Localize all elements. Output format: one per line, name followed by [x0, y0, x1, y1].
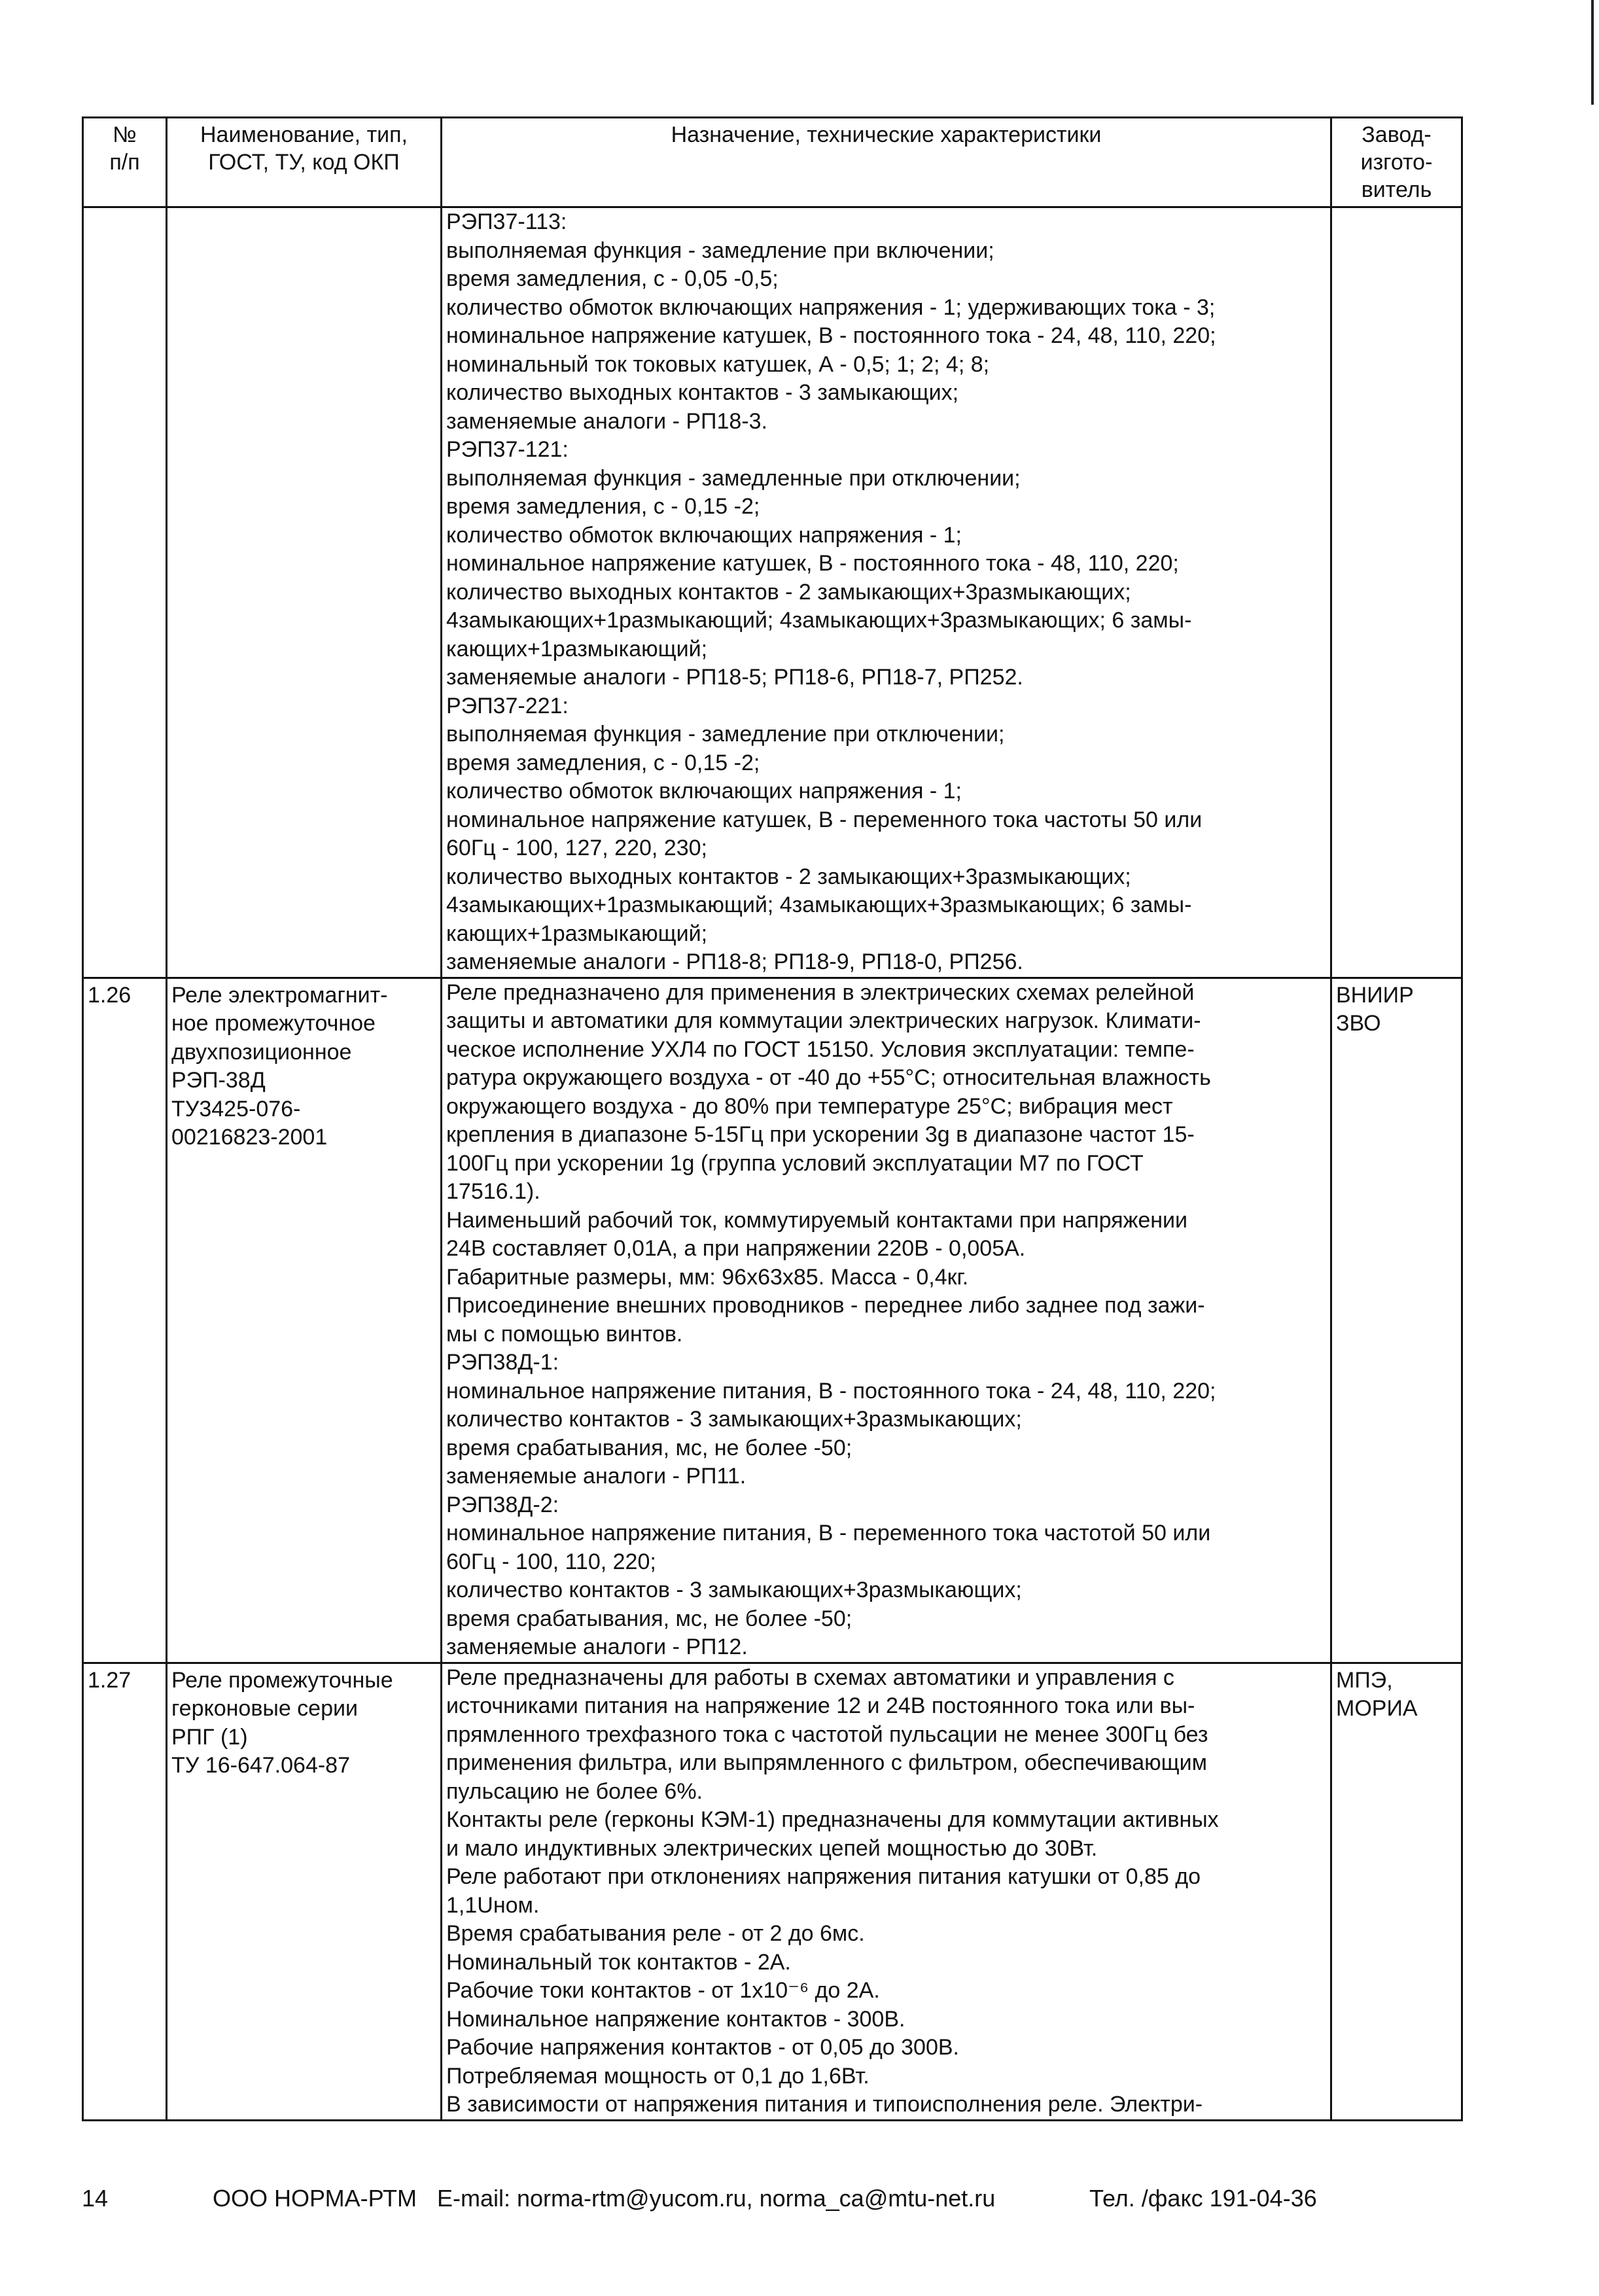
text-line: ТУ3425-076-	[171, 1096, 301, 1122]
text-line: 00216823-2001	[171, 1125, 328, 1150]
row-manufacturer	[1331, 207, 1462, 978]
text-line: Наименьший рабочий ток, коммутируемый контактами при напряжении	[446, 1207, 1187, 1233]
text-line: Рабочие напряжения контактов - от 0,05 до 300В.	[446, 2035, 959, 2060]
row-description	[442, 207, 1331, 978]
text-line: ное промежуточное	[171, 1011, 376, 1036]
text-line: заменяемые аналоги - РП18-8; РП18-9, РП18-0, РП256.	[446, 949, 1023, 974]
text-line: изгото-	[1360, 150, 1433, 175]
text-line: РЭП-38Д	[171, 1068, 266, 1093]
text-line: В зависимости от напряжения питания и типоисполнения реле. Электри-	[446, 2092, 1203, 2117]
text-line: РЭП37-221:	[446, 693, 569, 718]
text-line: применения фильтра, или выпрямленного с фильтром, обеспечивающим	[446, 1750, 1207, 1775]
text-line: время замедления, с - 0,05 -0,5;	[446, 266, 779, 291]
table-row	[83, 1663, 1462, 2120]
row-name	[167, 978, 442, 1663]
text-line: время срабатывания, мс, не более -50;	[446, 1606, 852, 1631]
text-line: РЭП37-113:	[446, 209, 567, 234]
text-line: защиты и автоматики для коммутации электрических нагрузок. Климати-	[446, 1008, 1201, 1033]
text-line: Наименование, тип,	[200, 122, 408, 147]
text-line: заменяемые аналоги - РП18-3.	[446, 408, 767, 434]
row-manufacturer	[1331, 978, 1462, 1663]
page-number: 14	[82, 2185, 109, 2212]
row-number: 1.27	[83, 1663, 167, 2120]
text-line: время замедления, с - 0,15 -2;	[446, 750, 760, 775]
text-line: время срабатывания, мс, не более -50;	[446, 1435, 852, 1460]
header-name	[167, 118, 442, 207]
text-line: МОРИА	[1336, 1696, 1418, 1721]
row-number	[83, 207, 167, 978]
text-line: двухпозиционное	[171, 1039, 352, 1065]
text-line: время замедления, с - 0,15 -2;	[446, 494, 760, 519]
row-name	[167, 1663, 442, 2120]
text-line: 17516.1).	[446, 1179, 540, 1204]
row-number: 1.26	[83, 978, 167, 1663]
row-description	[442, 1663, 1331, 2120]
text-line: пульсацию не более 6%.	[446, 1778, 703, 1804]
text-line: Номинальный ток контактов - 2А.	[446, 1949, 791, 1975]
spec-table	[82, 116, 1463, 2121]
text-line: номинальное напряжение питания, В - постоянного тока - 24, 48, 110, 220;	[446, 1378, 1216, 1404]
text-line: №	[113, 122, 137, 147]
text-line: Номинальное напряжение контактов - 300В.	[446, 2006, 905, 2032]
text-line: номинальный ток токовых катушек, А - 0,5; 1; 2; 4; 8;	[446, 351, 990, 377]
text-line: ческое исполнение УХЛ4 по ГОСТ 15150. Условия эксплуатации: темпе-	[446, 1036, 1195, 1062]
text-line: ЗВО	[1336, 1011, 1381, 1036]
text-line: 100Гц при ускорении 1g (группа условий эксплуатации М7 по ГОСТ	[446, 1150, 1144, 1176]
text-line: 60Гц - 100, 127, 220, 230;	[446, 836, 707, 860]
text-line: витель	[1361, 177, 1432, 202]
text-line: МПЭ,	[1336, 1667, 1393, 1693]
header-num	[83, 118, 167, 207]
text-line: РЭП38Д-1:	[446, 1350, 559, 1375]
text-line: Назначение, технические характеристики	[671, 122, 1102, 147]
text-line: ВНИИР	[1336, 982, 1414, 1008]
text-line: 4замыкающих+1размыкающий; 4замыкающих+3размыкающих; 6 замы-	[446, 892, 1192, 917]
text-line: РПГ (1)	[171, 1724, 248, 1750]
text-line: 24В составляет 0,01А, а при напряжении 220В - 0,005А.	[446, 1236, 1026, 1261]
text-line: Потребляемая мощность от 0,1 до 1,6Вт.	[446, 2063, 870, 2089]
table-row	[83, 207, 1462, 978]
text-line: количество обмоток включающих напряжения - 1; удерживающих тока - 3;	[446, 294, 1216, 320]
text-line: номинальное напряжение катушек, В - переменного тока частоты 50 или	[446, 807, 1203, 832]
text-line: окружающего воздуха - до 80% при температуре 25°С; вибрация мест	[446, 1093, 1173, 1119]
text-line: 60Гц - 100, 110, 220;	[446, 1549, 656, 1574]
text-line: источниками питания на напряжение 12 и 24В постоянного тока или вы-	[446, 1693, 1195, 1718]
text-line: номинальное напряжение катушек, В - постоянного тока - 48, 110, 220;	[446, 551, 1179, 576]
text-line: мы с помощью винтов.	[446, 1321, 683, 1347]
text-line: РЭП37-121:	[446, 437, 569, 462]
text-line: количество выходных контактов - 3 замыкающих;	[446, 380, 959, 405]
row-name	[167, 207, 442, 978]
text-line: количество выходных контактов - 2 замыкающих+3размыкающих;	[446, 864, 1131, 889]
text-line: количество обмоток включающих напряжения - 1;	[446, 779, 962, 804]
footer-email[interactable]: E-mail: norma-rtm@yucom.ru, norma_ca@mtu-net.ru	[437, 2185, 996, 2212]
scan-edge-line	[1591, 0, 1594, 105]
text-line: ратура окружающего воздуха - от -40 до +55°С; относительная влажность	[446, 1065, 1211, 1090]
table-row	[83, 978, 1462, 1663]
text-line: номинальное напряжение питания, В - переменного тока частотой 50 или	[446, 1521, 1211, 1545]
text-line: кающих+1размыкающий;	[446, 921, 708, 946]
text-line: количество обмоток включающих напряжения - 1;	[446, 522, 962, 548]
footer-phone: Тел. /факс 191-04-36	[1089, 2185, 1317, 2212]
header-description	[442, 118, 1331, 207]
text-line: крепления в диапазоне 5-15Гц при ускорении 3g в диапазоне частот 15-	[446, 1122, 1195, 1147]
page-footer	[82, 2179, 1521, 2218]
text-line: Реле промежуточные	[171, 1667, 393, 1693]
text-line: Присоединение внешних проводников - переднее либо заднее под зажи-	[446, 1293, 1205, 1318]
text-line: количество контактов - 3 замыкающих+3размыкающих;	[446, 1578, 1022, 1602]
header-manufacturer	[1331, 118, 1462, 207]
text-line: ГОСТ, ТУ, код ОКП	[208, 150, 400, 175]
text-line: Габаритные размеры, мм: 96x63x85. Масса - 0,4кг.	[446, 1264, 969, 1290]
row-manufacturer	[1331, 1663, 1462, 2120]
text-line: выполняемая функция - замедление при отключении;	[446, 722, 1005, 747]
text-line: и мало индуктивных электрических цепей мощностью до 30Вт.	[446, 1835, 1098, 1861]
text-line: РЭП38Д-2:	[446, 1492, 559, 1517]
text-line: Реле работают при отклонениях напряжения питания катушки от 0,85 до	[446, 1864, 1201, 1889]
text-line: ТУ 16-647.064-87	[171, 1753, 350, 1778]
text-line: заменяемые аналоги - РП18-5; РП18-6, РП18-7, РП252.	[446, 665, 1023, 690]
text-line: заменяемые аналоги - РП11.	[446, 1464, 747, 1489]
text-line: выполняемая функция - замедленные при отключении;	[446, 465, 1021, 491]
footer-company: ООО НОРМА-РТМ	[213, 2185, 417, 2212]
text-line: номинальное напряжение катушек, В - постоянного тока - 24, 48, 110, 220;	[446, 323, 1216, 348]
text-line: прямленного трехфазного тока с частотой пульсации не менее 300Гц без	[446, 1722, 1208, 1747]
text-line: 1,1Uном.	[446, 1892, 540, 1918]
text-line: выполняемая функция - замедление при включении;	[446, 238, 994, 263]
text-line: кающих+1размыкающий;	[446, 636, 708, 662]
row-description	[442, 978, 1331, 1663]
text-line: п/п	[109, 150, 140, 175]
text-line: Завод-	[1362, 122, 1432, 147]
text-line: Реле электромагнит-	[171, 982, 388, 1008]
text-line: Реле предназначено для применения в электрических схемах релейной	[446, 980, 1195, 1005]
text-line: заменяемые аналоги - РП12.	[446, 1634, 748, 1659]
text-line: Контакты реле (герконы КЭМ-1) предназначены для коммутации активных	[446, 1807, 1219, 1832]
text-line: Рабочие токи контактов - от 1x10⁻⁶ до 2А.	[446, 1978, 880, 2003]
table-header-row	[83, 118, 1462, 207]
text-line: 4замыкающих+1размыкающий; 4замыкающих+3размыкающих; 6 замы-	[446, 608, 1192, 633]
text-line: количество контактов - 3 замыкающих+3размыкающих;	[446, 1407, 1022, 1432]
text-line: Время срабатывания реле - от 2 до 6мс.	[446, 1921, 865, 1946]
text-line: Реле предназначены для работы в схемах автоматики и управления с	[446, 1665, 1174, 1690]
text-line: герконовые серии	[171, 1696, 358, 1721]
text-line: количество выходных контактов - 2 замыкающих+3размыкающих;	[446, 579, 1131, 605]
